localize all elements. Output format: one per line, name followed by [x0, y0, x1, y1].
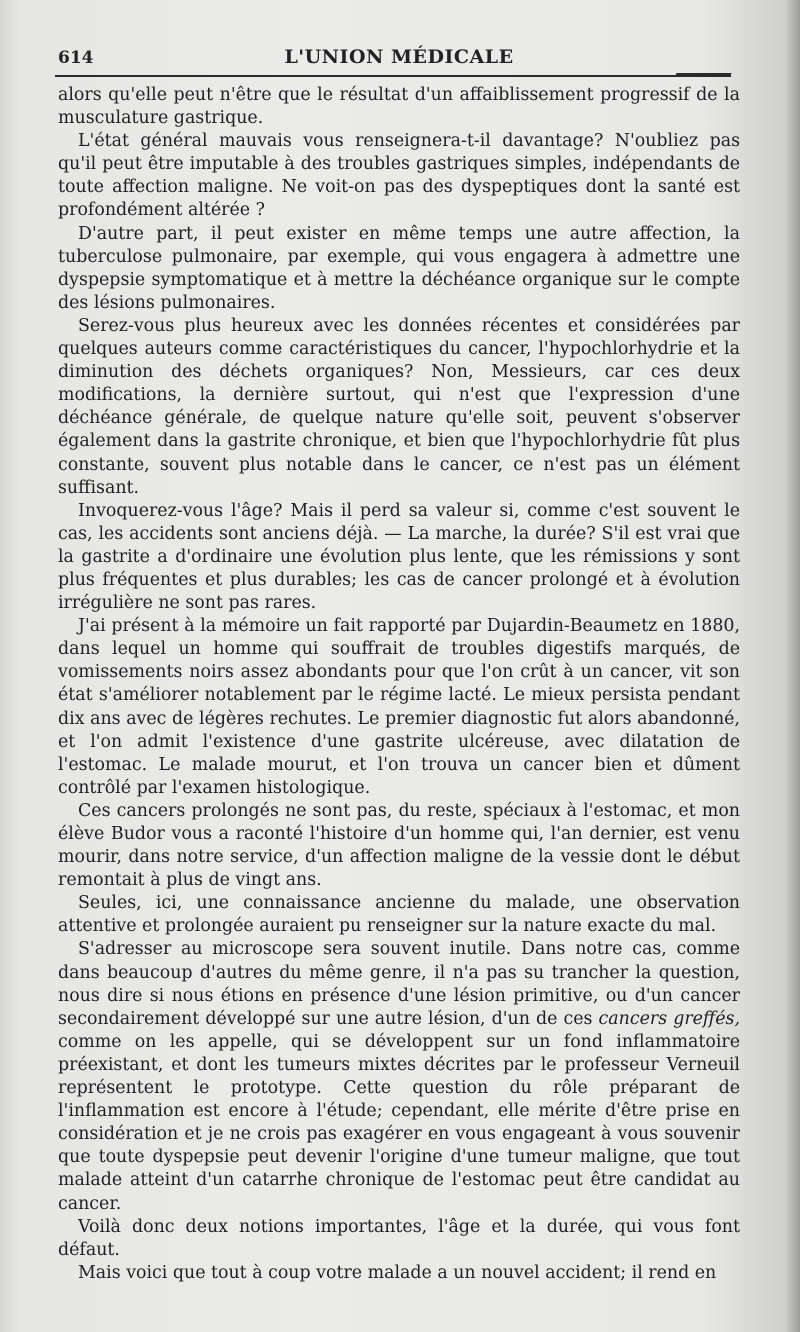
article-body	[58, 84, 740, 1285]
italic-term: cancers greffés,	[598, 1008, 740, 1029]
page-number: 614	[58, 48, 94, 68]
paragraph: Invoquerez-vous l'âge? Mais il perd sa valeur si, comme c'est souvent le cas, les accidents sont anciens déjà. — La marche, la durée? S'il est vrai que la gastrite a d'ordinaire une évolution plus lente, que les rémissions y sont plus fréquentes et plus durables; les cas de cancer prolongé et à évolution irrégulière ne sont pas rares.	[58, 500, 740, 614]
paragraph-text: S'adresser au microscope sera souvent inutile. Dans notre cas, comme dans beaucoup d'autres du même genre, il n'a pas su trancher la question, nous dire si nous étions en présence d'une lésion primitive, ou d'un cancer secondairement développé sur une autre lésion, d'un de ces	[58, 939, 740, 1029]
paragraph: alors qu'elle peut n'être que le résultat d'un affaiblissement progressif de la musculature gastrique.	[58, 85, 740, 129]
paragraph: Ces cancers prolongés ne sont pas, du reste, spéciaux à l'estomac, et mon élève Budor vous a raconté l'histoire d'un homme qui, l'an dernier, est venu mourir, dans notre service, d'un affection maligne de la vessie dont le début remontait à plus de vingt ans.	[58, 800, 740, 891]
header-rule-flourish	[675, 73, 731, 76]
paragraph: D'autre part, il peut exister en même temps une autre affection, la tuberculose pulmonaire, par exemple, qui vous engagera à admettre une dyspepsie symptomatique et à mettre la déchéance organique sur le compte des lésions pulmonaires.	[58, 223, 740, 313]
paragraph: Mais voici que tout à coup votre malade a un nouvel accident; il rend en	[78, 1262, 717, 1283]
paragraph: Serez-vous plus heureux avec les données récentes et considérées par quelques auteurs comme caractéristiques du cancer, l'hypochlorhydrie et la diminution des déchets organiques? Non, Messieurs, car ces deux modifications, la dernière surtout, qui n'est que l'expression d'une déchéance générale, de quelque nature qu'elle soit, peuvent s'observer également dans la gastrite chronique, et bien que l'hypochlorhydrie fût plus constante, souvent plus notable dans le cancer, ce n'est pas un élément suffisant.	[58, 315, 740, 498]
page-header	[58, 42, 740, 72]
header-rule	[55, 75, 731, 77]
paragraph	[58, 938, 740, 1215]
paragraph: L'état général mauvais vous renseignera-t-il davantage? N'oubliez pas qu'il peut être imputable à des troubles gastriques simples, indépendants de toute affection maligne. Ne voit-on pas des dyspeptiques dont la santé est profondément altérée ?	[58, 131, 740, 221]
paragraph-text: comme on les appelle, qui se développent sur un fond inflammatoire préexistant, et dont les tumeurs mixtes décrites par le professeur Verneuil représentent le prototype. Cette question du rôle préparant de l'inflammation est encore à l'étude; cependant, elle mérite d'être prise en considération et je ne crois pas exagérer en vous engageant à vous souvenir que toute dyspepsie peut devenir l'origine d'une tumeur maligne, que tout malade atteint d'un catarrhe chronique de l'estomac peut être candidat au cancer.	[58, 1031, 740, 1214]
paragraph: Voilà donc deux notions importantes, l'âge et la durée, qui vous font défaut.	[58, 1216, 740, 1260]
paragraph: J'ai présent à la mémoire un fait rapporté par Dujardin-Beaumetz en 1880, dans lequel un homme qui souffrait de troubles digestifs marqués, de vomissements noirs assez abondants pour que l'on crût à un cancer, vit son état s'améliorer notablement par le régime lacté. Le mieux persista pendant dix ans avec de légères rechutes. Le premier diagnostic fut alors abandonné, et l'on admit l'existence d'une gastrite ulcéreuse, avec dilatation de l'estomac. Le malade mourut, et l'on trouva un cancer bien et dûment contrôlé par l'examen histologique.	[58, 616, 740, 798]
paragraph: Seules, ici, une connaissance ancienne du malade, une observation attentive et prolongée auraient pu renseigner sur la nature exacte du mal.	[58, 893, 740, 937]
journal-title: L'UNION MÉDICALE	[284, 46, 514, 68]
